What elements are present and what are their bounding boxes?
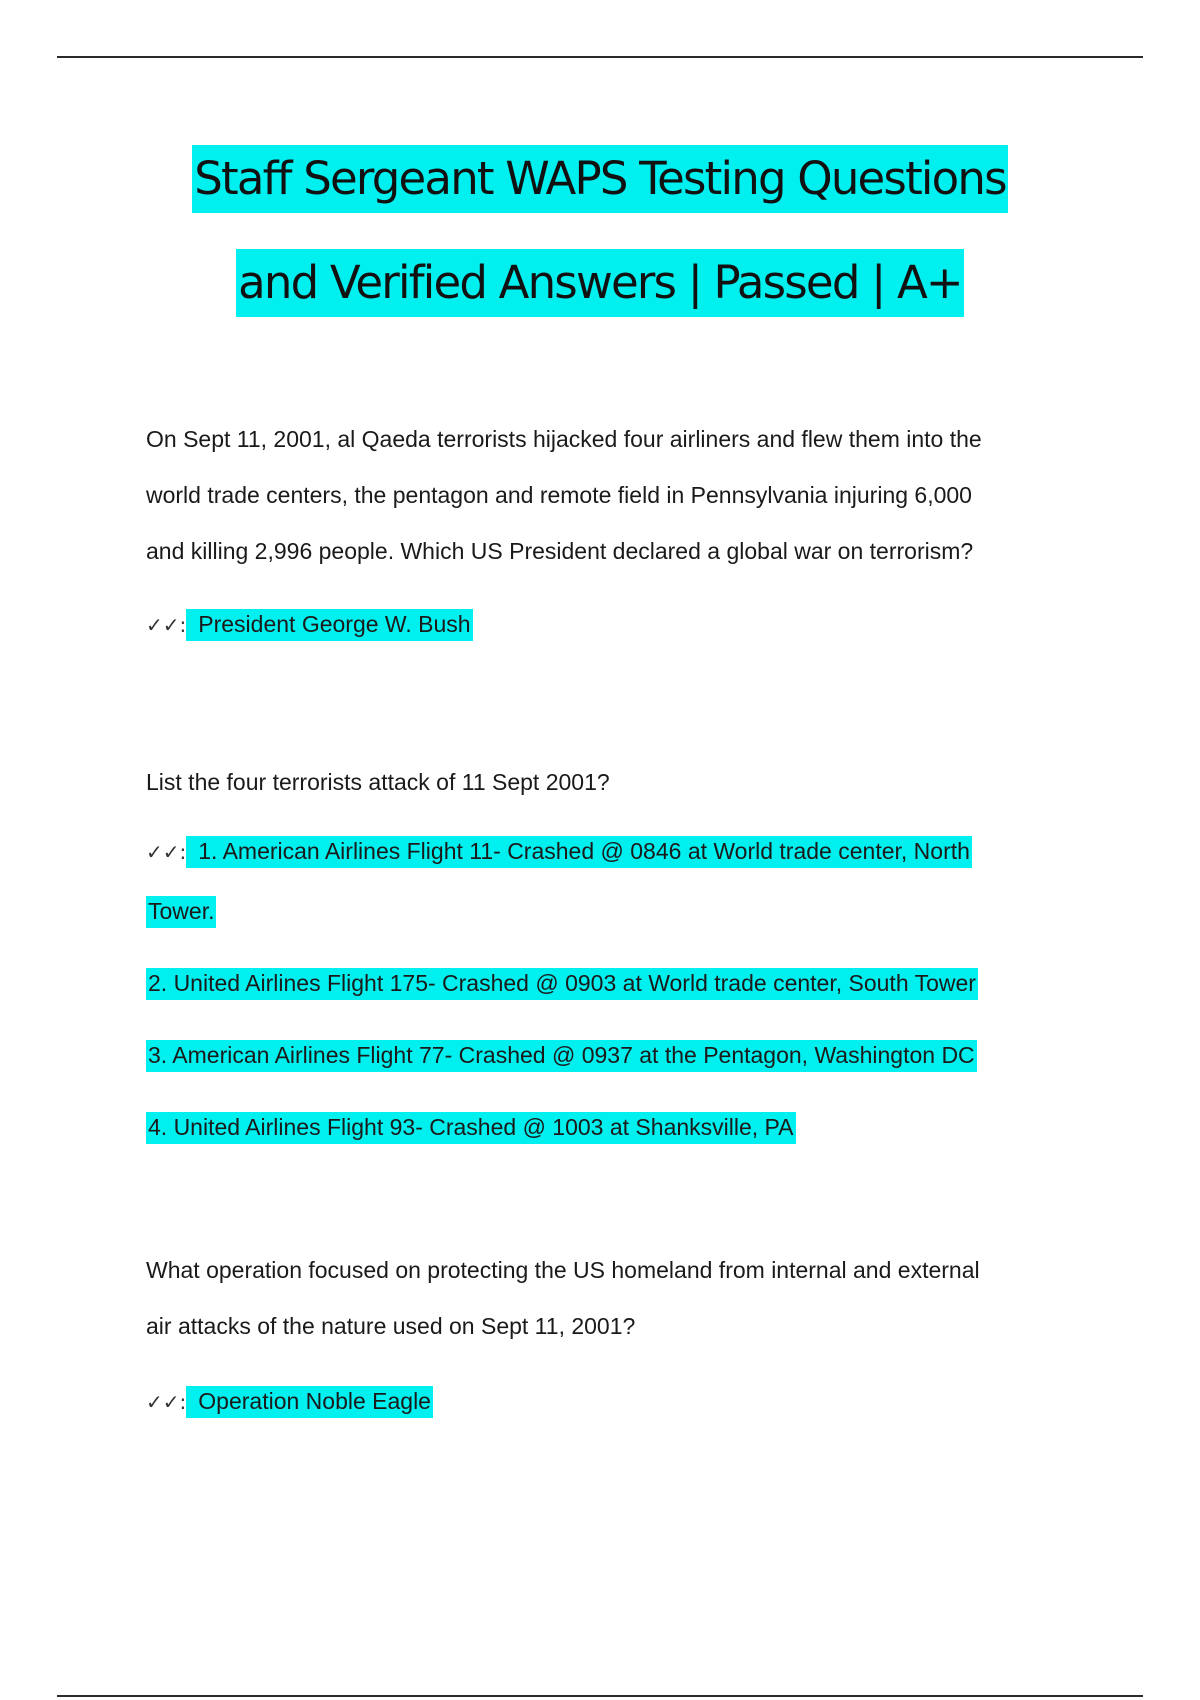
question-1-line-3: and killing 2,996 people. Which US President declared a global war on terrorism? [146, 538, 974, 564]
answer-2-line-5 [146, 1112, 1046, 1142]
answer-2-text-4: 3. American Airlines Flight 77- Crashed @ 0937 at the Pentagon, Washington DC [146, 1040, 977, 1072]
top-rule [57, 56, 1143, 58]
title-line-1: Staff Sergeant WAPS Testing Questions [192, 145, 1007, 213]
title-line-2: and Verified Answers | Passed | A+ [236, 249, 964, 317]
document-title [0, 145, 1200, 353]
question-1-line-1: On Sept 11, 2001, al Qaeda terrorists hijacked four airliners and flew them into the [146, 426, 982, 452]
answer-2-text-5: 4. United Airlines Flight 93- Crashed @ 1003 at Shanksville, PA [146, 1112, 796, 1144]
answer-2-text-3: 2. United Airlines Flight 175- Crashed @ 0903 at World trade center, South Tower [146, 968, 978, 1000]
answer-2-line-1 [146, 836, 1046, 867]
bottom-rule [57, 1695, 1143, 1697]
question-2 [146, 754, 1046, 810]
answer-2-text-1: 1. American Airlines Flight 11- Crashed @ 0846 at World trade center, North [186, 836, 972, 868]
question-3 [146, 1242, 1046, 1354]
question-2-line-1: List the four terrorists attack of 11 Sept 2001? [146, 769, 610, 795]
question-3-line-1: What operation focused on protecting the US homeland from internal and external [146, 1257, 980, 1283]
check-mark-icon: ✓✓: [146, 840, 187, 864]
answer-3 [146, 1386, 1046, 1417]
check-mark-icon: ✓✓: [146, 613, 187, 637]
check-mark-icon: ✓✓: [146, 1390, 187, 1414]
answer-3-text: Operation Noble Eagle [186, 1386, 433, 1418]
question-1 [146, 411, 1046, 579]
answer-2-line-3 [146, 968, 1046, 998]
answer-2-text-2: Tower. [146, 896, 216, 928]
answer-1-text: President George W. Bush [186, 609, 472, 641]
answer-2-line-4 [146, 1040, 1046, 1070]
question-3-line-2: air attacks of the nature used on Sept 11, 2001? [146, 1313, 636, 1339]
answer-1 [146, 609, 1046, 640]
answer-2-line-2 [146, 896, 1046, 926]
question-1-line-2: world trade centers, the pentagon and remote field in Pennsylvania injuring 6,000 [146, 482, 972, 508]
